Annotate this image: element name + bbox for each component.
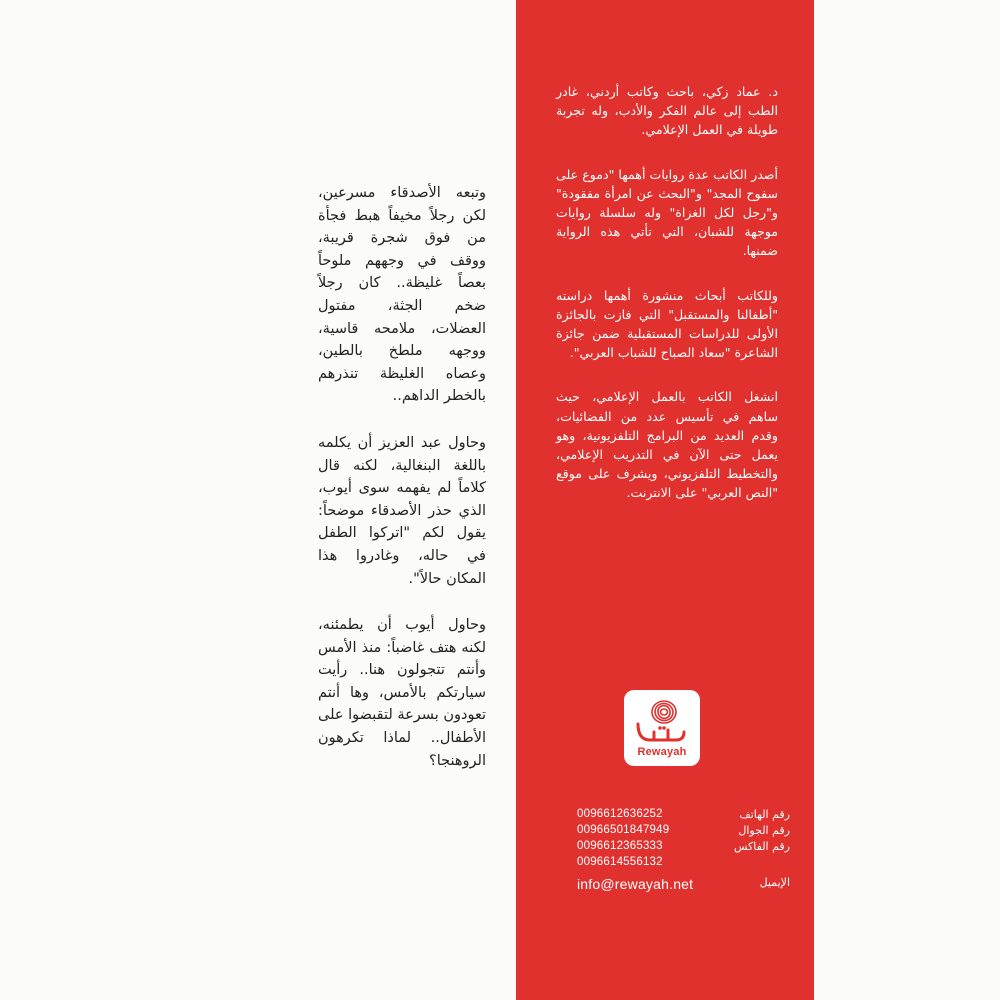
extra-value: 0096614556132 [577, 856, 663, 868]
bio-paragraph-4: انشغل الكاتب بالعمل الإعلامي، حيث ساهم في تأسيس عدد من الفضائيات، وقدم العديد من البرامج التلفزيونية، وهو يعمل حتى الآن في التدريب الإعلامي، والتخطيط التلفزيوني، ويشرف على موقع "النص العربي" على الانترنت. [556, 389, 778, 501]
logo-english-name: Rewayah [637, 746, 687, 758]
bio-paragraph-3: وللكاتب أبحاث منشورة أهمها دراسته "أطفالنا والمستقبل" التي فازت بالجائزة الأولى للدراسات المستقبلية ضمن جائزة الشاعرة "سعاد الصباح للشباب العربي". [556, 287, 778, 361]
excerpt-paragraph-2: وحاول عبد العزيز أن يكلمه باللغة البنغالية، لكنه قال كلاماً لم يفهمه سوى أيوب، الذي حذر الأصدقاء موضحاً: يقول لكم "اتركوا الطفل في حاله، وغادروا هذا المكان حالاً". [318, 434, 486, 587]
bio-paragraph-2: أصدر الكاتب عدة روايات أهمها "دموع على سفوح المجد" و"البحث عن امرأة مفقودة" و"رجل لكل الغزاة" وله سلسلة روايات موجهة للشبان، التي تأتي هذه الرواية ضمنها. [556, 166, 778, 259]
bio-paragraph-1: د. عماد زكي، باحث وكاتب أردني، غادر الطب إلى عالم الفكر والأدب، وله تجربة طويلة في العمل الإعلامي. [556, 84, 778, 138]
contact-phone [575, 808, 790, 824]
phone-label: رقم الهاتف [739, 808, 790, 821]
mobile-value: 00966501847949 [577, 824, 670, 836]
contact-mobile [575, 824, 790, 840]
fax-value: 0096612365333 [577, 840, 663, 852]
story-excerpt [318, 182, 486, 796]
contact-extra [575, 856, 790, 872]
fax-label: رقم الفاكس [734, 840, 790, 853]
publisher-logo [624, 690, 700, 766]
excerpt-paragraph-3: وحاول أيوب أن يطمئنه، لكنه هتف غاضباً: منذ الأمس وأنتم تتجولون هنا.. رأيت سيارتكم بالأمس، وها أنتم تعودون بسرعة لتقبضوا على الأطفال.. لماذا تكرهون الروهنجا؟ [318, 617, 486, 769]
contact-fax [575, 840, 790, 856]
author-bio [556, 82, 778, 528]
email-value: info@rewayah.net [577, 876, 694, 892]
publisher-contacts [575, 808, 790, 892]
email-label: الإيميل [759, 876, 790, 889]
contact-email [575, 876, 790, 892]
excerpt-paragraph-1: وتبعه الأصدقاء مسرعين، لكن رجلاً مخيفاً هبط فجأة من فوق شجرة قريبة، ووقف في وجههم ملوحاً بعصاً غليظة.. كان رجلاً ضخم الجثة، مفتول العضلات، ملامحه قاسية، ووجهه ملطخ بالطين، وعصاه الغليظة تنذرهم بالخطر الداهم.. [318, 185, 486, 405]
mobile-label: رقم الجوال [738, 824, 790, 837]
phone-value: 0096612636252 [577, 808, 663, 820]
